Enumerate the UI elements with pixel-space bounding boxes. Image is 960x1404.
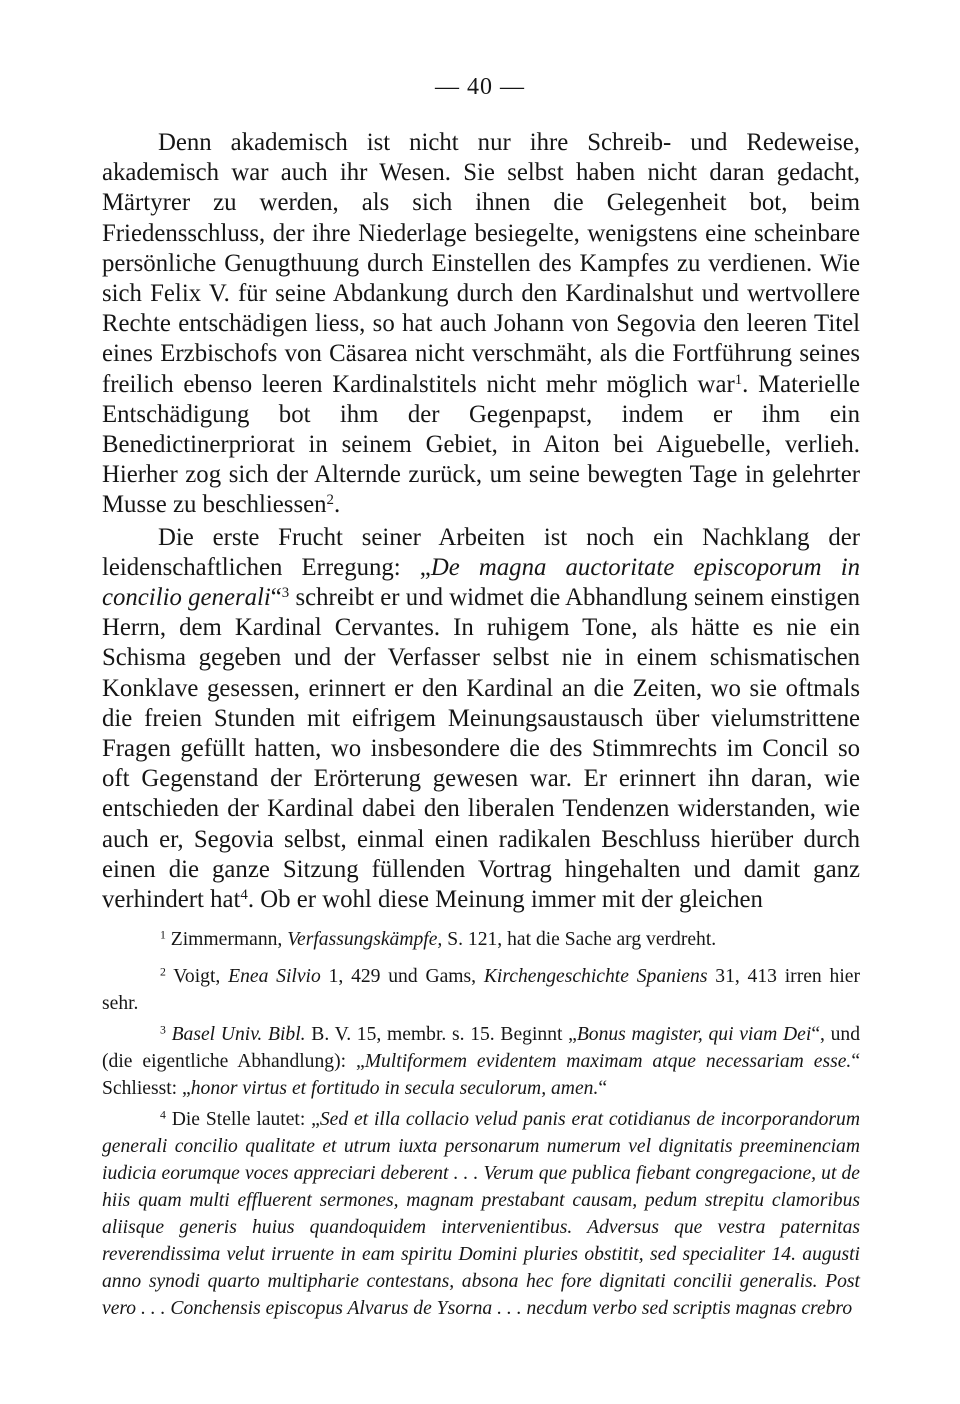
footnote-ref: 1 xyxy=(734,371,743,388)
footnote-1 xyxy=(102,926,860,953)
footnote-3 xyxy=(102,1021,860,1102)
page-number: — 40 — xyxy=(435,74,525,100)
text-run: B. V. 15, membr. s. 15. Beginnt „ xyxy=(305,1024,577,1045)
text-run: “ Schliesst: „ xyxy=(102,1051,861,1099)
footnote-ref: 3 xyxy=(160,1023,166,1037)
text-run: “ xyxy=(598,1078,608,1099)
text-run: Die erste Frucht seiner Arbeiten ist noch ein Nachklang der leidenschaftlichen Erregung: „ xyxy=(102,523,860,581)
footnote-ref: 3 xyxy=(281,584,290,601)
text-run: “ xyxy=(270,584,282,612)
text-run: schreibt er und widmet die Abhandlung seinem einstigen Herrn, dem Kardinal Cervantes. In ruhigem Tone, als hätte es nie ein Schisma gegeben und der Verfasser selbst nie in einem schismatischen Konklave gesessen, erinnert er den Kardinal an die Zeiten, wo sie oftmals die freien Stunden mit eifrigem Meinungsaustausch über vielumstrittene Fragen gefüllt hatten, wo insbesondere die des Stimmrechts im Concil so oft Gegenstand der Erörterung gewesen war. Er erinnert ihn daran, wie entschieden der Kardinal dabei den liberalen Tendenzen widerstanden, wie auch er, Segovia selbst, einmal einen radikalen Beschluss hierüber durch einen die ganze Sitzung füllenden Vortrag hingehalten und damit ganz verhindert hat xyxy=(102,584,860,914)
italic-text: Enea Silvio xyxy=(228,966,321,987)
text-run: Die Stelle lautet: „ xyxy=(165,1109,320,1130)
italic-text: Sed et illa collacio velud panis erat cotidianus de incorporandorum generali concilio qualitate et utrum iuxta personarum numerum vel dignitatis preeminenciam iudicia eorumque voces appreciari deberent . . . Verum que publica fiebant congregacione, ut de hiis quam multi effluerent sermones, magnam prestabant causam, pedum strepitu clamoribus aliisque generis huius quandoquidem intervenientibus. Adversus que vestra paternitas reverendissima velut irruente in eam spiritu Domini pluries obstitit, sed specialiter 14. augusti anno synodi quarto multipharie contestans, absona hec fore dignitati concilii generalis. Post vero . . . Conchensis episcopus Alvarus de Ysorna . . . necdum verbo sed scriptis magnas crebro xyxy=(102,1109,861,1319)
italic-text: Verfassungskämpfe, xyxy=(287,929,443,950)
footnote-2 xyxy=(102,963,860,1017)
footnotes xyxy=(102,926,860,1326)
paragraph-2 xyxy=(102,523,860,916)
text-run: S. 121, hat die Sache arg verdreht. xyxy=(442,929,717,950)
footnote-ref: 1 xyxy=(160,928,166,942)
text-run: Denn akademisch ist nicht nur ihre Schreib- und Redeweise, akademisch war auch ihr Wesen. Sie selbst haben nicht daran gedacht, Märtyrer zu werden, als sich ihnen die Gelegenheit bot, beim Friedensschluss, der ihre Niederlage besiegelte, wenigstens eine scheinbare persönliche Genugthuung durch Einstellen des Kampfes zu verdienen. Wie sich Felix V. für seine Abdankung durch den Kardinalshut und wertvollere Rechte entschädigen liess, so hat auch Johann von Segovia den leeren Titel eines Erzbischofs von Cäsarea nicht verschmäht, als die Fortführung seines freilich ebenso leeren Kardinalstitels nicht mehr möglich war xyxy=(102,129,860,398)
italic-text: Basel Univ. Bibl. xyxy=(171,1024,306,1045)
footnote-ref: 2 xyxy=(160,965,166,979)
text-run: Zimmermann, xyxy=(165,929,288,950)
italic-text: honor virtus et fortitudo in secula seculorum, amen. xyxy=(190,1078,599,1099)
text-run: . xyxy=(333,491,341,519)
italic-text: Kirchengeschichte Spaniens xyxy=(483,966,708,987)
text-run: 1, 429 und Gams, xyxy=(320,966,484,987)
text-run: “, und (die eigentliche Abhandlung): „ xyxy=(102,1024,860,1072)
text-run: Voigt, xyxy=(165,966,229,987)
text-run: . Ob er wohl diese Meinung immer mit der gleichen xyxy=(247,886,763,914)
footnote-ref: 4 xyxy=(160,1108,166,1122)
text-run: . Materielle Entschädigung bot ihm der Gegenpapst, indem er ihm ein Benedictinerpriorat in seinem Gebiet, in Aiton bei Aiguebelle, verlieh. Hierher zog sich der Alternde zurück, um seine bewegten Tage in gelehrter Musse zu beschliessen xyxy=(102,370,860,519)
italic-text: Bonus magister, qui viam Dei xyxy=(576,1024,812,1045)
text-run: 31, 413 irren hier sehr. xyxy=(102,966,860,1014)
footnote-ref: 4 xyxy=(240,886,248,903)
italic-text: De magna auctoritate episcoporum in concilio generali xyxy=(102,553,860,612)
footnote-ref: 2 xyxy=(326,492,334,509)
italic-text: Multiformem evidentem maximam atque necessariam esse. xyxy=(364,1051,852,1072)
paragraph-1 xyxy=(102,128,860,521)
footnote-4 xyxy=(102,1106,860,1322)
main-text xyxy=(102,126,860,915)
